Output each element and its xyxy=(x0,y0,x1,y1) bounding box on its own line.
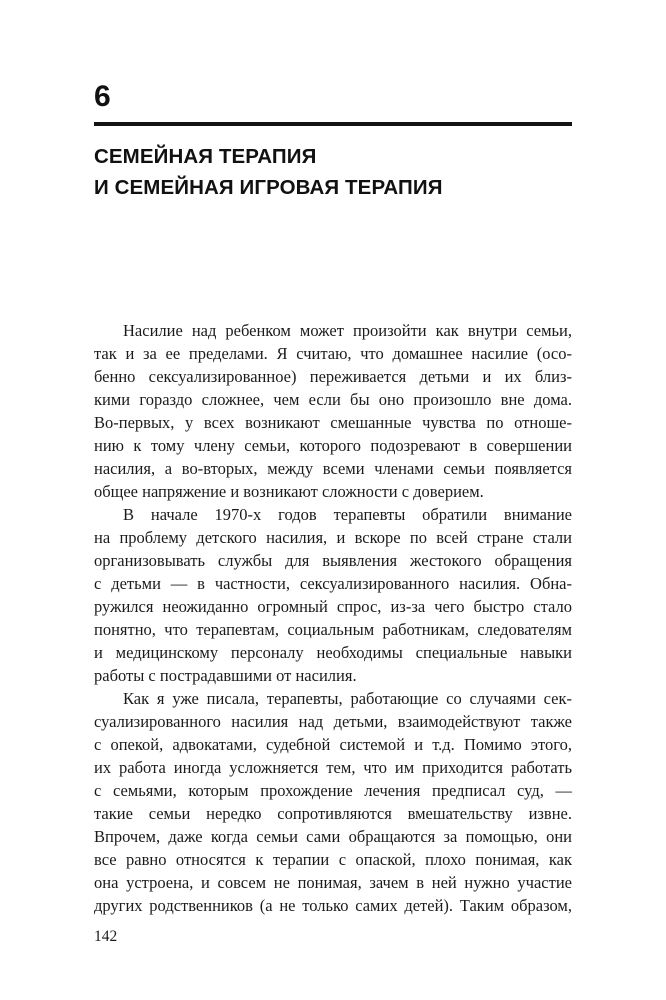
text-line: Во-первых, у всех возникают смешанные чувства по отноше- xyxy=(94,413,572,432)
chapter-rule xyxy=(94,122,572,126)
text-line: других родственников (а не только самих детей). Таким образом, xyxy=(94,896,572,915)
text-line: насилия, а во-вторых, между всеми членами семьи появляется xyxy=(94,459,572,478)
text-line: кими гораздо сложнее, чем если бы оно произошло вне дома. xyxy=(94,390,572,409)
text-line: организовывать службы для выявления жестокого обращения xyxy=(94,551,572,570)
paragraph xyxy=(94,319,572,503)
text-line: нию к тому члену семьи, которого подозревают в совершении xyxy=(94,436,572,455)
text-line: так и за ее пределами. Я считаю, что домашнее насилие (осо- xyxy=(94,344,572,363)
chapter-title-line-2: И СЕМЕЙНАЯ ИГРОВАЯ ТЕРАПИЯ xyxy=(94,176,443,199)
text-line: ружился неожиданно огромный спрос, из-за чего быстро стало xyxy=(94,597,572,616)
text-line: суализированного насилия над детьми, взаимодействуют также xyxy=(94,712,572,731)
body-text xyxy=(94,319,572,917)
text-line: все равно относятся к терапии с опаской, плохо понимая, как xyxy=(94,850,572,869)
text-line: бенно сексуализированное) переживается детьми и их близ- xyxy=(94,367,572,386)
text-line: понятно, что терапевтам, социальным работникам, следователям xyxy=(94,620,572,639)
text-line: с опекой, адвокатами, судебной системой и т.д. Помимо этого, xyxy=(94,735,572,754)
chapter-title-line-1: СЕМЕЙНАЯ ТЕРАПИЯ xyxy=(94,145,317,168)
text-line: такие семьи нередко сопротивляются вмешательству извне. xyxy=(94,804,572,823)
text-line: работы с пострадавшими от насилия. xyxy=(94,666,357,685)
paragraph xyxy=(94,687,572,917)
text-line: она устроена, и совсем не понимая, зачем в ней нужно участие xyxy=(94,873,572,892)
text-line: на проблему детского насилия, и вскоре по всей стране стали xyxy=(94,528,572,547)
text-line: с семьями, которым прохождение лечения предписал суд, — xyxy=(94,781,572,800)
text-line: с детьми — в частности, сексуализированного насилия. Обна- xyxy=(94,574,572,593)
chapter-number: 6 xyxy=(94,80,111,113)
text-line: В начале 1970-х годов терапевты обратили внимание xyxy=(123,505,572,524)
text-line: Насилие над ребенком может произойти как внутри семьи, xyxy=(123,321,572,340)
paragraph xyxy=(94,503,572,687)
text-line: и медицинскому персоналу необходимы специальные навыки xyxy=(94,643,572,662)
chapter-title xyxy=(94,141,572,203)
text-line: общее напряжение и возникают сложности с доверием. xyxy=(94,482,484,501)
text-line: Впрочем, даже когда семьи сами обращаются за помощью, они xyxy=(94,827,572,846)
text-line: Как я уже писала, терапевты, работающие со случаями сек- xyxy=(123,689,572,708)
text-line: их работа иногда усложняется тем, что им приходится работать xyxy=(94,758,572,777)
page-number: 142 xyxy=(94,928,118,945)
